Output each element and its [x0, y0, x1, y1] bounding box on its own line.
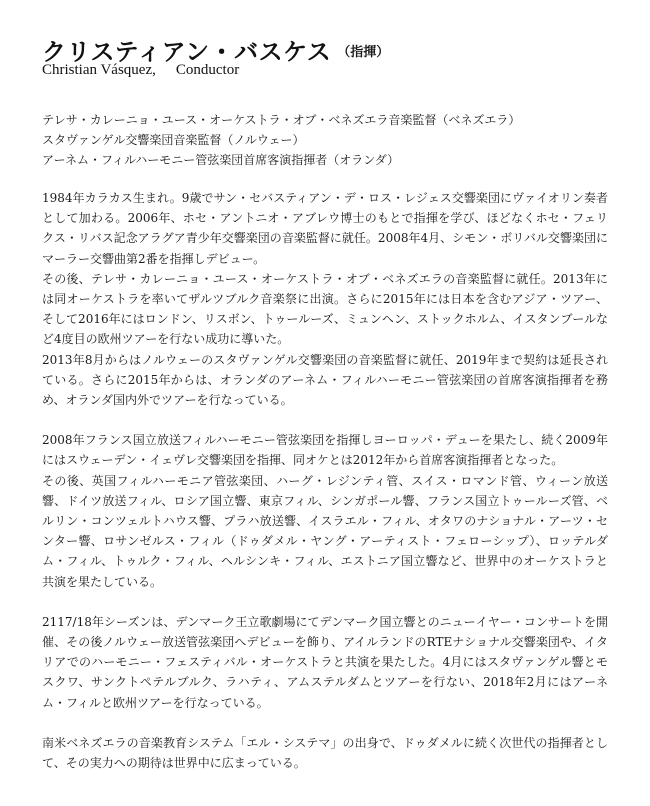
bio-paragraph: その後、テレサ・カレーニョ・ユース・オーケストラ・オブ・ベネズエラの音楽監督に就任。2013年には同オーケストラを率いてザルツブルク音楽祭に出演。さらに2015年には日本を含むアジア・ツアー、そして2016年にはロンドン、リスボン、トゥールーズ、ミュンヘン、ストックホルム、イスタンブールなど4度目の欧州ツアーを行ない成功に導いた。	[42, 271, 608, 347]
bio-paragraph: 2117/18年シーズンは、デンマーク王立歌劇場にてデンマーク国立響とのニューイヤー・コンサートを開催、その後ノルウェー放送管弦楽団へデビューを飾り、アイルランドのRTEナショナル交響楽団や、イタリアでのハーモニー・フェスティバル・オーケストラと共演を果たした。4月にはスタヴァンゲル響とモスクワ、サンクトペテルブルク、ラハティ、アムステルダムとツアーを行ない、2018年2月にはアーネム・フィルと欧州ツアーを行なっている。	[42, 614, 608, 710]
role-label-japanese: （指揮）	[337, 45, 390, 60]
position-item: アーネム・フィルハーモニー管弦楽団首席客演指揮者（オランダ）	[42, 153, 400, 167]
role-label-english: Conductor	[175, 62, 240, 78]
section-gap	[42, 410, 608, 430]
biography	[42, 188, 608, 773]
conductor-name-english	[42, 62, 239, 79]
section-gap	[42, 592, 608, 612]
bio-paragraph: 2013年8月からはノルウェーのスタヴァンゲル交響楽団の音楽監督に就任、2019年まで契約は延長されている。さらに2015年からは、オランダのアーネム・フィルハーモニー管弦楽団の首席客演指揮者を務め、オランダ国内外でツアーを行なっている。	[42, 352, 608, 408]
position-item: スタヴァンゲル交響楽団音楽監督（ノルウェー）	[42, 133, 305, 147]
name-english: Christian Vásquez,	[42, 62, 156, 78]
position-item: テレサ・カレーニョ・ユース・オーケストラ・オブ・ベネズエラ音楽監督（ベネズエラ）	[42, 113, 521, 127]
positions-list	[42, 110, 520, 170]
conductor-name-japanese: クリスティアン・バスケス	[42, 37, 332, 66]
bio-paragraph: 1984年カラカス生まれ。9歳でサン・セバスティアン・デ・ロス・レジェス交響楽団にヴァイオリン奏者として加わる。2006年、ホセ・アントニオ・アブレウ博士のもとで指揮を学び、ほどなくホセ・フェリクス・リバス記念アラグア青少年交響楽団の音楽監督に就任。2008年4月、シモン・ボリバル交響楽団にマーラー交響曲第2番を指揮しデビュー。	[42, 191, 608, 266]
bio-paragraph: 2008年フランス国立放送フィルハーモニー管弦楽団を指揮しヨーロッパ・デューを果たし、続く2009年にはスウェーデン・イェヴレ交響楽団を指揮、同オケとは2012年から首席客演指揮者となった。	[42, 433, 608, 468]
section-gap	[42, 713, 608, 733]
bio-paragraph: 南米ベネズエラの音楽教育システム「エル・システマ」の出身で、ドゥダメルに続く次世代の指揮者として、その実力への期待は世界中に広まっている。	[42, 735, 608, 771]
bio-paragraph: その後、英国フィルハーモニア管弦楽団、ハーグ・レジンティ管、スイス・ロマンド管、ウィーン放送響、ドイツ放送フィル、ロシア国立響、東京フィル、シンガポール響、フランス国立トゥールーズ管、ベルリン・コンツェルトハウス響、プラハ放送響、イスラエル・フィル、オタワのナショナル・アーツ・センター響、ロサンゼルス・フィル（ドゥダメル・ヤング・アーティスト・フェローシップ）、ロッテルダム・フィル、トゥルク・フィル、ヘルシンキ・フィル、エストニア国立響など、世界中のオーケストラと共演を果たしている。	[42, 473, 608, 589]
